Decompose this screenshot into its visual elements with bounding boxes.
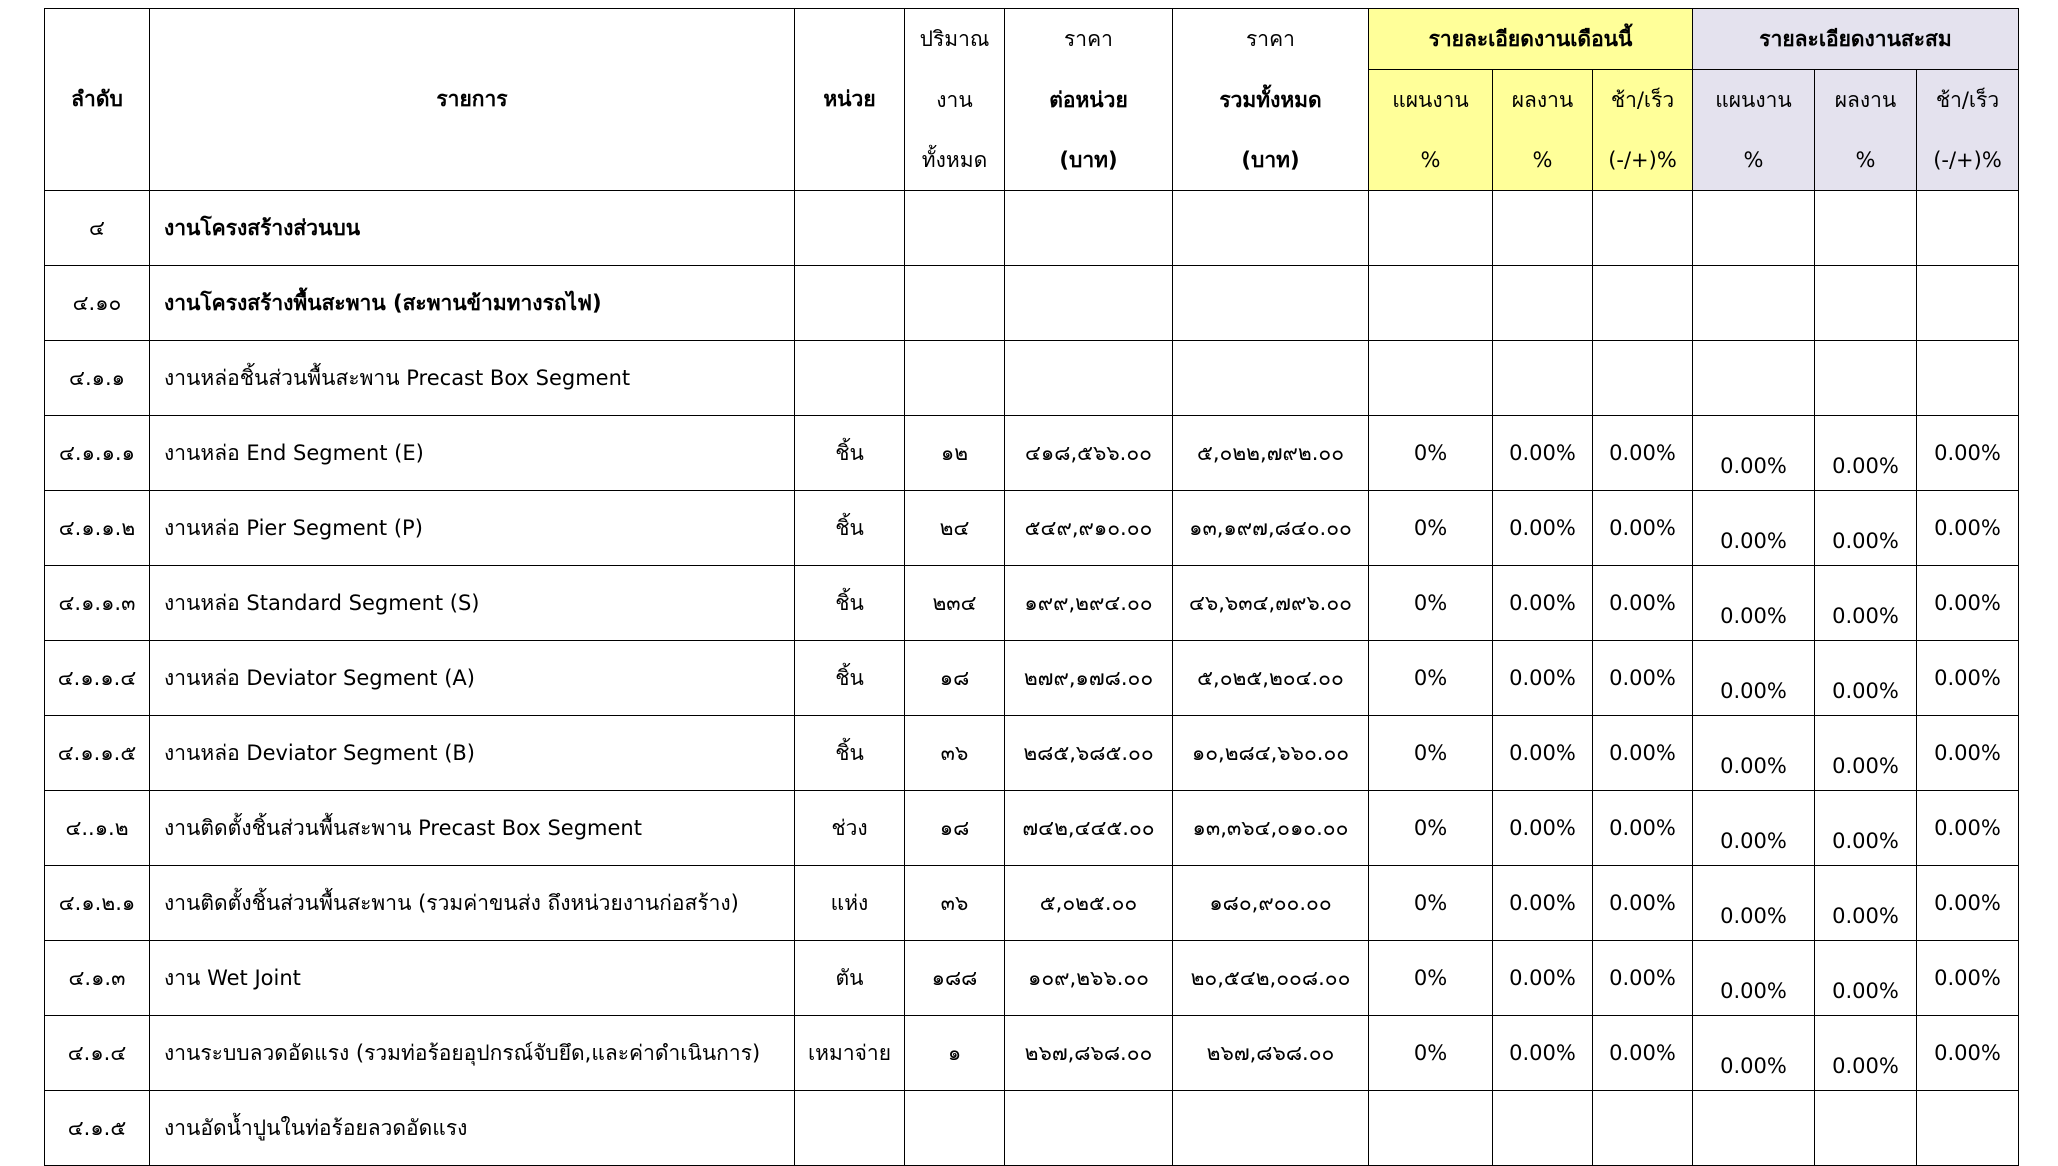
cell-item: งานหล่อ Deviator Segment (A) [150,641,795,716]
cell-month-result [1493,341,1593,416]
cell-month-plan: 0% [1369,566,1493,641]
cell-month-result: 0.00% [1493,416,1593,491]
cell-qty: ๑๘ [905,641,1005,716]
header-cum-plan: แผนงาน [1693,70,1815,131]
header-qty-line1: ปริมาณ [905,9,1005,70]
cell-unit: แห่ง [795,866,905,941]
cell-unit: ชิ้น [795,566,905,641]
cell-cum-plan: 0.00% [1693,1016,1815,1091]
header-month-result: ผลงาน [1493,70,1593,131]
cell-cum-result: 0.00% [1815,866,1917,941]
table-row [45,491,2019,566]
cell-qty: ๓๖ [905,716,1005,791]
cell-month-result: 0.00% [1493,866,1593,941]
cell-month-result [1493,266,1593,341]
cell-unit-price: ๒๗๙,๑๗๘.๐๐ [1005,641,1173,716]
cell-unit: เหมาจ่าย [795,1016,905,1091]
cell-month-diff: 0.00% [1593,716,1693,791]
cell-month-plan: 0% [1369,491,1493,566]
cell-unit: ชิ้น [795,491,905,566]
cell-item: งานหล่อชิ้นส่วนพื้นสะพาน Precast Box Segment [150,341,795,416]
cell-cum-plan: 0.00% [1693,566,1815,641]
cell-month-result: 0.00% [1493,716,1593,791]
cell-cum-diff: 0.00% [1917,641,2019,716]
cell-qty: ๒๔ [905,491,1005,566]
cell-month-plan: 0% [1369,416,1493,491]
cell-cum-result: 0.00% [1815,791,1917,866]
cell-cum-result: 0.00% [1815,566,1917,641]
cell-item: งานหล่อ End Segment (E) [150,416,795,491]
cell-month-diff: 0.00% [1593,941,1693,1016]
table-header [45,9,2019,191]
header-item: รายการ [150,9,795,191]
table-row [45,1016,2019,1091]
cell-unit-price: ๒๘๕,๖๘๕.๐๐ [1005,716,1173,791]
header-month-group: รายละเอียดงานเดือนนี้ [1369,9,1693,70]
cell-month-plan [1369,266,1493,341]
table-row [45,1091,2019,1166]
header-unit: หน่วย [795,9,905,191]
cell-unit-price [1005,191,1173,266]
header-cum-result-pct: % [1815,130,1917,191]
cell-cum-diff: 0.00% [1917,416,2019,491]
cell-unit-price [1005,266,1173,341]
cell-item: งานระบบลวดอัดแรง (รวมท่อร้อยอุปกรณ์จับยึด,และค่าดำเนินการ) [150,1016,795,1091]
cell-cum-diff: 0.00% [1917,941,2019,1016]
cell-cum-diff: 0.00% [1917,866,2019,941]
table-row [45,791,2019,866]
cell-unit: ชิ้น [795,716,905,791]
cell-cum-diff: 0.00% [1917,566,2019,641]
cell-no: ๔.๑.๑.๔ [45,641,150,716]
cell-month-result: 0.00% [1493,1016,1593,1091]
cell-unit [795,266,905,341]
header-month-plan-pct: % [1369,130,1493,191]
cell-cum-result: 0.00% [1815,641,1917,716]
cell-item: งานติดตั้งชิ้นส่วนพื้นสะพาน (รวมค่าขนส่ง ถึงหน่วยงานก่อสร้าง) [150,866,795,941]
cell-unit [795,191,905,266]
cell-month-result [1493,1091,1593,1166]
cell-qty: ๒๓๔ [905,566,1005,641]
cell-unit-price: ๕๔๙,๙๑๐.๐๐ [1005,491,1173,566]
cell-cum-result: 0.00% [1815,941,1917,1016]
cell-unit-price [1005,341,1173,416]
header-qty-line2: งาน [905,70,1005,131]
cell-total: ๑๓,๓๖๔,๐๑๐.๐๐ [1173,791,1369,866]
cell-cum-diff [1917,341,2019,416]
cell-qty [905,191,1005,266]
cell-month-diff: 0.00% [1593,416,1693,491]
cell-total: ๑๐,๒๘๔,๖๖๐.๐๐ [1173,716,1369,791]
cell-cum-result [1815,191,1917,266]
cell-cum-diff: 0.00% [1917,716,2019,791]
cell-month-plan [1369,191,1493,266]
cell-cum-result: 0.00% [1815,416,1917,491]
cell-cum-plan [1693,341,1815,416]
header-month-plan: แผนงาน [1369,70,1493,131]
table-row [45,566,2019,641]
header-cum-result: ผลงาน [1815,70,1917,131]
cell-unit: ตัน [795,941,905,1016]
cell-month-plan: 0% [1369,866,1493,941]
cell-qty: ๑๘ [905,791,1005,866]
cell-month-plan: 0% [1369,716,1493,791]
cell-cum-plan: 0.00% [1693,866,1815,941]
cell-qty [905,266,1005,341]
cell-cum-result [1815,1091,1917,1166]
cell-month-diff [1593,1091,1693,1166]
cell-total [1173,191,1369,266]
cell-month-plan: 0% [1369,941,1493,1016]
cell-item: งานหล่อ Standard Segment (S) [150,566,795,641]
cell-month-result: 0.00% [1493,791,1593,866]
cell-month-diff [1593,191,1693,266]
header-month-result-pct: % [1493,130,1593,191]
cell-unit-price: ๑๙๙,๒๙๔.๐๐ [1005,566,1173,641]
cell-total [1173,341,1369,416]
cell-item: งานหล่อ Pier Segment (P) [150,491,795,566]
cell-cum-diff: 0.00% [1917,791,2019,866]
cell-cum-result [1815,266,1917,341]
cell-no: ๔.๑.๔ [45,1016,150,1091]
cell-no: ๔.๑.๑.๑ [45,416,150,491]
cell-no: ๔.๑.๑.๒ [45,491,150,566]
header-no: ลำดับ [45,9,150,191]
cell-cum-plan [1693,266,1815,341]
cell-cum-plan [1693,1091,1815,1166]
cell-month-diff [1593,341,1693,416]
table-body [45,191,2019,1166]
cell-unit-price [1005,1091,1173,1166]
cell-month-diff: 0.00% [1593,866,1693,941]
cell-cum-diff [1917,266,2019,341]
cell-month-plan: 0% [1369,791,1493,866]
cell-item: งาน Wet Joint [150,941,795,1016]
cell-no: ๔.๑.๕ [45,1091,150,1166]
cell-qty: ๑๒ [905,416,1005,491]
cell-unit: ชิ้น [795,416,905,491]
cell-total: ๑๘๐,๙๐๐.๐๐ [1173,866,1369,941]
cell-cum-diff: 0.00% [1917,491,2019,566]
cell-item: งานโครงสร้างส่วนบน [150,191,795,266]
cell-month-plan: 0% [1369,1016,1493,1091]
cell-no: ๔.๑.๒.๑ [45,866,150,941]
cell-total: ๔๖,๖๓๔,๗๙๖.๐๐ [1173,566,1369,641]
header-total-line1: ราคา [1173,9,1369,70]
cell-unit [795,341,905,416]
cell-qty: ๑ [905,1016,1005,1091]
cell-no: ๔.๑.๑.๓ [45,566,150,641]
header-unit-price-line2: ต่อหน่วย [1005,70,1173,131]
cell-total: ๕,๐๒๕,๒๐๔.๐๐ [1173,641,1369,716]
header-cum-diff: ช้า/เร็ว [1917,70,2019,131]
cell-cum-result: 0.00% [1815,491,1917,566]
cell-cum-plan: 0.00% [1693,716,1815,791]
cell-item: งานอัดน้ำปูนในท่อร้อยลวดอัดแรง [150,1091,795,1166]
cell-no: ๔ [45,191,150,266]
header-unit-price-line1: ราคา [1005,9,1173,70]
cell-total: ๑๓,๑๙๗,๘๔๐.๐๐ [1173,491,1369,566]
cell-qty [905,341,1005,416]
header-qty-line3: ทั้งหมด [905,130,1005,191]
cell-no: ๔.๑.๑.๕ [45,716,150,791]
cell-unit-price: ๕,๐๒๕.๐๐ [1005,866,1173,941]
cell-cum-plan: 0.00% [1693,416,1815,491]
cell-month-diff [1593,266,1693,341]
cell-cum-plan: 0.00% [1693,791,1815,866]
cell-item: งานโครงสร้างพื้นสะพาน (สะพานข้ามทางรถไฟ) [150,266,795,341]
header-cum-diff-pct: (-/+)% [1917,130,2019,191]
cell-month-diff: 0.00% [1593,566,1693,641]
header-total-line3: (บาท) [1173,130,1369,191]
cell-month-plan: 0% [1369,641,1493,716]
header-cum-plan-pct: % [1693,130,1815,191]
header-month-diff-pct: (-/+)% [1593,130,1693,191]
header-month-diff: ช้า/เร็ว [1593,70,1693,131]
cell-month-diff: 0.00% [1593,641,1693,716]
header-unit-price-line3: (บาท) [1005,130,1173,191]
cell-unit-price: ๒๖๗,๘๖๘.๐๐ [1005,1016,1173,1091]
cell-total: ๒๖๗,๘๖๘.๐๐ [1173,1016,1369,1091]
cell-cum-result: 0.00% [1815,1016,1917,1091]
cell-no: ๔.๑.๑ [45,341,150,416]
cell-cum-diff: 0.00% [1917,1016,2019,1091]
cell-month-result [1493,191,1593,266]
cell-qty [905,1091,1005,1166]
cell-item: งานหล่อ Deviator Segment (B) [150,716,795,791]
cell-total: ๒๐,๕๔๒,๐๐๘.๐๐ [1173,941,1369,1016]
cell-month-diff: 0.00% [1593,1016,1693,1091]
cell-unit: ช่วง [795,791,905,866]
cell-unit [795,1091,905,1166]
cell-month-result: 0.00% [1493,566,1593,641]
cell-no: ๔..๑.๒ [45,791,150,866]
cell-cum-plan: 0.00% [1693,491,1815,566]
table-row [45,866,2019,941]
cell-unit-price: ๗๔๒,๔๔๕.๐๐ [1005,791,1173,866]
cell-cum-diff [1917,1091,2019,1166]
cell-no: ๔.๑.๓ [45,941,150,1016]
table-row [45,341,2019,416]
table-row [45,416,2019,491]
header-cumulative-group: รายละเอียดงานสะสม [1693,9,2019,70]
cell-cum-plan: 0.00% [1693,641,1815,716]
cell-cum-plan [1693,191,1815,266]
header-total-line2: รวมทั้งหมด [1173,70,1369,131]
cell-qty: ๓๖ [905,866,1005,941]
cell-month-result: 0.00% [1493,491,1593,566]
table-row [45,266,2019,341]
cell-no: ๔.๑๐ [45,266,150,341]
progress-report-table [44,8,2019,1166]
cell-cum-diff [1917,191,2019,266]
cell-total [1173,266,1369,341]
cell-unit: ชิ้น [795,641,905,716]
table-row [45,641,2019,716]
cell-unit-price: ๔๑๘,๕๖๖.๐๐ [1005,416,1173,491]
cell-month-result: 0.00% [1493,641,1593,716]
cell-month-result: 0.00% [1493,941,1593,1016]
table-row [45,716,2019,791]
cell-month-diff: 0.00% [1593,491,1693,566]
table-row [45,191,2019,266]
cell-qty: ๑๘๘ [905,941,1005,1016]
table-row [45,941,2019,1016]
cell-month-plan [1369,341,1493,416]
cell-month-diff: 0.00% [1593,791,1693,866]
cell-total [1173,1091,1369,1166]
cell-cum-plan: 0.00% [1693,941,1815,1016]
cell-unit-price: ๑๐๙,๒๖๖.๐๐ [1005,941,1173,1016]
cell-month-plan [1369,1091,1493,1166]
cell-cum-result [1815,341,1917,416]
cell-cum-result: 0.00% [1815,716,1917,791]
cell-total: ๕,๐๒๒,๗๙๒.๐๐ [1173,416,1369,491]
cell-item: งานติดตั้งชิ้นส่วนพื้นสะพาน Precast Box Segment [150,791,795,866]
